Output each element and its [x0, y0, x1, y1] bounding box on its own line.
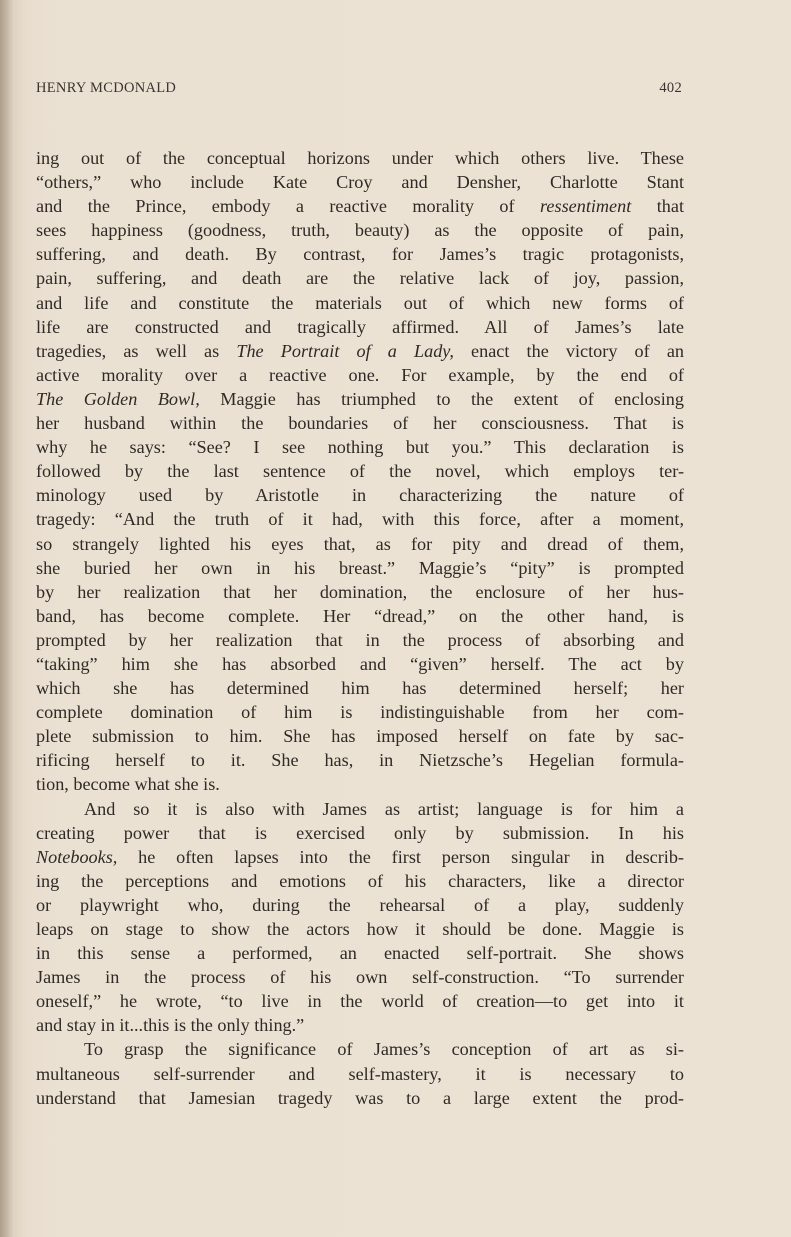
text-line: minology used by Aristotle in characterizing the nature of: [36, 485, 684, 506]
text-line: rificing herself to it. She has, in Nietzsche’s Hegelian formula-: [36, 750, 684, 771]
text-line: creating power that is exercised only by submission. In his: [36, 822, 684, 843]
text-line: active morality over a reactive one. For example, by the end of: [36, 364, 684, 385]
text-line: To grasp the significance of James’s conception of art as si-: [84, 1039, 684, 1060]
text-line: complete domination of him is indistinguishable from her com-: [36, 702, 684, 723]
text-line: and stay in it...this is the only thing.”: [36, 1015, 305, 1036]
page-number: 402: [659, 80, 682, 96]
text-line: tragedy: “And the truth of it had, with this force, after a moment,: [36, 509, 684, 530]
text-line: so strangely lighted his eyes that, as for pity and dread of them,: [36, 533, 684, 554]
text-line: by her realization that her domination, the enclosure of her hus-: [36, 581, 684, 602]
text-line: And so it is also with James as artist; language is for him a: [84, 798, 684, 819]
text-segment: tragedies, as well as: [36, 340, 237, 361]
text-line: or playwright who, during the rehearsal of a play, suddenly: [36, 894, 684, 915]
text-line: understand that Jamesian tragedy was to a large extent the prod-: [36, 1087, 684, 1108]
text-line: “others,” who include Kate Croy and Densher, Charlotte Stant: [36, 172, 684, 193]
text-line: band, has become complete. Her “dread,” on the other hand, is: [36, 605, 684, 626]
text-line: multaneous self-surrender and self-mastery, it is necessary to: [36, 1063, 684, 1084]
italic-title: Notebooks,: [36, 846, 118, 867]
text-line: why he says: “See? I see nothing but you.” This declaration is: [36, 437, 684, 458]
italic-title: The Golden Bowl,: [36, 388, 200, 409]
text-segment: enact the victory of an: [453, 340, 684, 361]
text-line: she buried her own in his breast.” Maggie’s “pity” is prompted: [36, 557, 684, 578]
running-head: [36, 80, 682, 102]
text-line: James in the process of his own self-construction. “To surrender: [36, 967, 684, 988]
text-line: [36, 387, 684, 411]
text-line: ing out of the conceptual horizons under which others live. These: [36, 148, 684, 168]
text-line: in this sense a performed, an enacted self-portrait. She shows: [36, 943, 684, 964]
gutter-shadow: [0, 0, 14, 1237]
body-text: [36, 146, 684, 1110]
text-line: sees happiness (goodness, truth, beauty) as the opposite of pain,: [36, 220, 684, 241]
text-line: her husband within the boundaries of her consciousness. That is: [36, 413, 684, 434]
text-segment: Maggie has triumphed to the extent of enclosing: [199, 388, 684, 409]
text-line: [36, 194, 684, 218]
text-line: ing the perceptions and emotions of his characters, like a director: [36, 870, 684, 891]
italic-title: ressentiment: [540, 196, 632, 217]
text-segment: he often lapses into the first person singular in describ-: [117, 846, 684, 867]
text-line: oneself,” he wrote, “to live in the world of creation—to get into it: [36, 991, 684, 1012]
text-line: prompted by her realization that in the process of absorbing and: [36, 629, 684, 650]
text-line: “taking” him she has absorbed and “given” herself. The act by: [36, 653, 684, 674]
text-line: [36, 845, 684, 869]
text-line: and life and constitute the materials out of which new forms of: [36, 292, 684, 313]
text-segment: that: [631, 196, 684, 217]
text-segment: and the Prince, embody a reactive morality of: [36, 196, 541, 217]
text-line: which she has determined him has determined herself; her: [36, 678, 684, 699]
text-line: life are constructed and tragically affirmed. All of James’s late: [36, 316, 684, 337]
text-line: tion, become what she is.: [36, 774, 220, 795]
text-line: [36, 339, 684, 363]
text-line: leaps on stage to show the actors how it should be done. Maggie is: [36, 919, 684, 939]
running-head-author: HENRY MCDONALD: [36, 80, 177, 96]
text-line: plete submission to him. She has imposed herself on fate by sac-: [36, 726, 684, 747]
text-line: suffering, and death. By contrast, for James’s tragic protagonists,: [36, 244, 684, 265]
text-line: pain, suffering, and death are the relative lack of joy, passion,: [36, 268, 684, 289]
text-line: followed by the last sentence of the novel, which employs ter-: [36, 461, 684, 482]
italic-title: The Portrait of a Lady,: [236, 340, 454, 361]
